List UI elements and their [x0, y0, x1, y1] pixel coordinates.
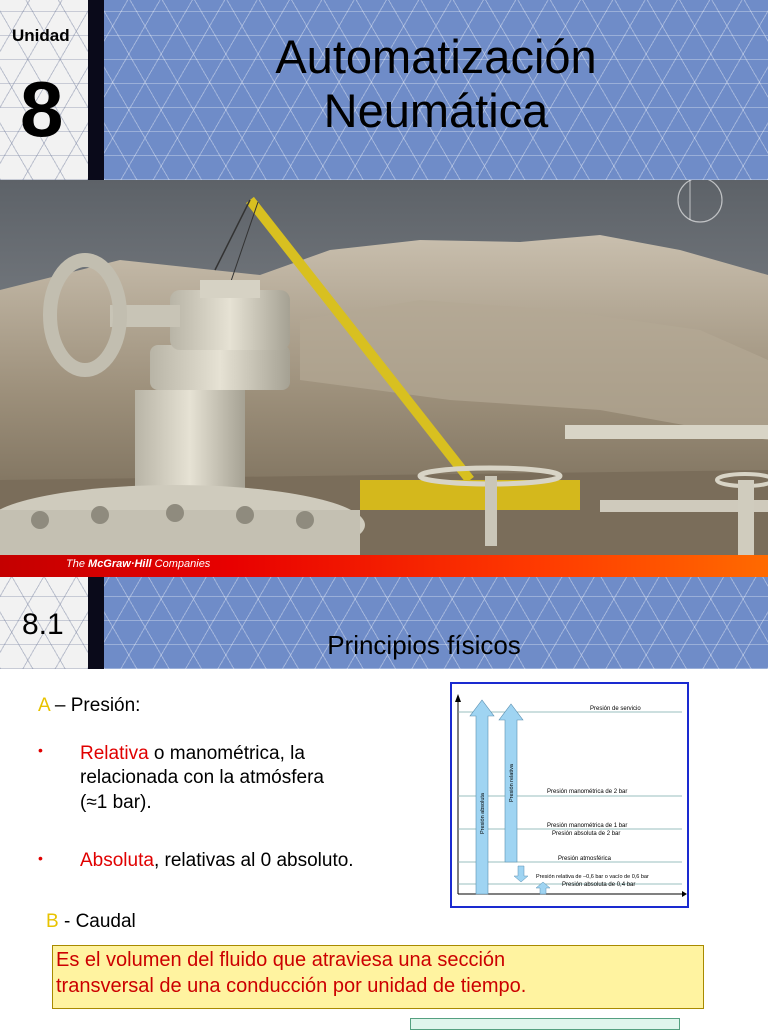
definition-line1: Es el volumen del fluido que atraviesa una sección [56, 949, 506, 971]
cover-photo-illustration [0, 180, 768, 555]
vacuum-arrow [514, 866, 528, 882]
item-a [38, 694, 140, 718]
publisher-logo [66, 558, 210, 570]
label-mano2: Presión manométrica de 2 bar [547, 789, 628, 795]
bullet-absoluta [80, 849, 440, 873]
pressure-diagram-svg [452, 684, 687, 906]
pressure-diagram [450, 682, 689, 908]
definition-text [56, 948, 700, 999]
slide-title-line1: Automatización [275, 30, 597, 83]
absoluta-highlight: Absoluta [80, 850, 154, 871]
item-a-text: – Presión: [49, 695, 141, 716]
publisher-name: McGraw·Hill [88, 558, 152, 570]
label-abs04: Presión absoluta de 0,4 bar [562, 882, 636, 888]
header-divider [88, 0, 104, 180]
item-b [46, 910, 136, 934]
bullet-icon: • [38, 850, 43, 866]
unit-label: Unidad [12, 26, 70, 45]
section-title: Principios físicos [327, 630, 521, 660]
label-atm: Presión atmosférica [558, 856, 612, 862]
unit-number: 8 [20, 65, 64, 153]
slide-title [104, 30, 768, 138]
section-number: 8.1 [22, 608, 64, 641]
formula-box [410, 1018, 680, 1030]
bullet-relativa [80, 742, 410, 815]
relativa-line1: o manométrica, la [148, 743, 305, 764]
vertical-label-relativa: Presión relativa [509, 764, 515, 802]
slide-title-line2: Neumática [323, 84, 549, 138]
publisher-suffix: Companies [154, 558, 211, 570]
definition-line2: transversal de una conducción por unidad de tiempo. [56, 974, 527, 997]
relativa-line3: (≈1 bar). [80, 791, 152, 813]
label-rel: Presión relativa de –0,6 bar o vacío de 0,6 bar [536, 874, 649, 880]
section-divider [88, 577, 104, 669]
label-servicio: Presión de servicio [590, 706, 641, 712]
item-a-letter: A [38, 695, 50, 716]
bullet-icon: • [38, 742, 43, 758]
cover-photo [0, 180, 768, 555]
publisher-prefix: The [66, 558, 85, 570]
vertical-label-absoluta: Presión absoluta [480, 793, 486, 834]
label-mano1: Presión manométrica de 1 bar [547, 823, 628, 829]
label-abs2: Presión absoluta de 2 bar [552, 831, 621, 837]
item-b-text: - Caudal [58, 911, 136, 932]
item-b-letter: B [46, 911, 59, 932]
relativa-line2: relacionada con la atmósfera [80, 767, 324, 789]
relativa-highlight: Relativa [80, 743, 149, 764]
absoluta-text: , relativas al 0 absoluto. [153, 850, 354, 871]
